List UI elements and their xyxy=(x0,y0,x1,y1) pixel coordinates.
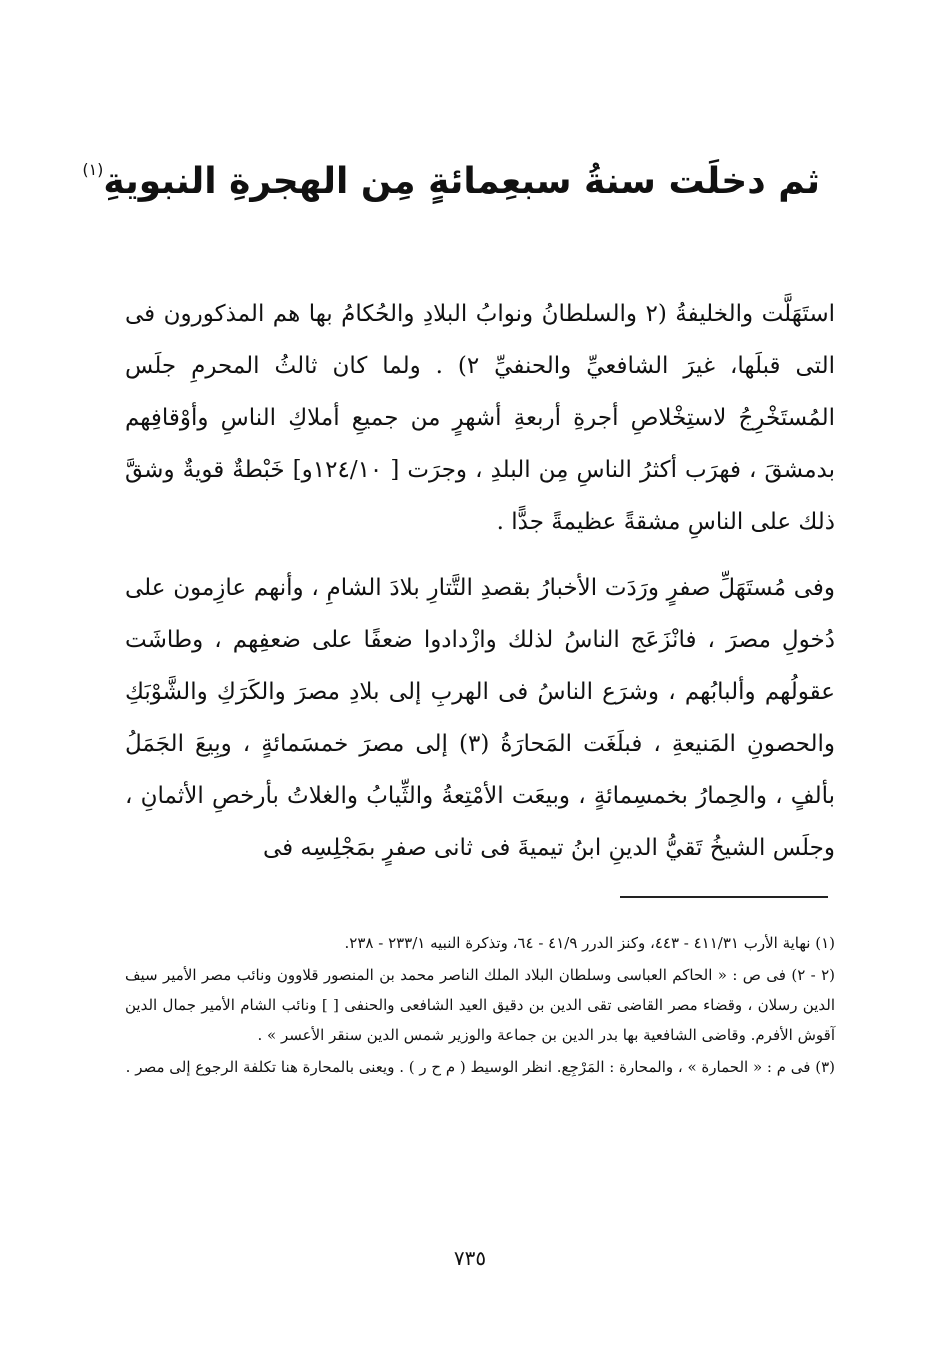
footnote-1: (١) نهاية الأرب ٤١١/٣١ - ٤٤٣، وكنز الدرر ٤١/٩ - ٦٤، وتذكرة النبيه ٢٣٣/١ - ٢٣٨. xyxy=(344,934,835,952)
chapter-heading xyxy=(82,140,820,212)
paragraph-2: وفى مُستَهَلِّ صفرٍ ورَدَت الأخبارُ بقصدِ التَّتارِ بلادَ الشامِ ، وأنهم عازِمون على دُخولِ مصرَ ، فانْزَعَج الناسُ لذلك وازْدادوا ضعفًا على ضعفِهم ، وطاشَت عقولُهم وألبابُهم ، وشرَع الناسُ فى الهربِ إلى بلادِ مصرَ والكَرَكِ والشَّوْبَكِ والحصونِ المَنيعةِ ، فبلَغَت المَحارَةُ (٣) إلى مصرَ خمسَمائةٍ ، وبِيعَ الجَمَلُ بألفٍ ، والحِمارُ بخمسِمائةٍ ، وبيعَت الأمْتِعةُ والثِّيابُ والغلاتُ بأرخصِ الأثمانِ ، وجلَس الشيخُ تَقيُّ الدينِ ابنُ تيميةَ فى ثانى صفرٍ بمَجْلِسِه فى xyxy=(125,575,836,861)
footnote-2: (٢ - ٢) فى ص : « الحاكم العباسى وسلطان البلاد الملك الناصر محمد بن المنصور قلاوون ونائب مصر الأمير سيف الدين رسلان ، وقضاء مصر القاضى تقى الدين بن دقيق العيد الشافعى والحنفى [ ] ونائب الشام الأمير جمال الدين آقوش الأفرم. وقاضى الشافعية بها بدر الدين بن جماعة والوزير شمس الدين سنقر الأعسر » . xyxy=(125,966,835,1044)
heading-footnote-marker: (١) xyxy=(82,160,104,179)
paragraph-1: استَهَلَّت والخليفةُ (٢ والسلطانُ ونوابُ البلادِ والحُكامُ بها هم المذكورون فى التى قبلَها، غيرَ الشافعيِّ والحنفيِّ ٢) . ولما كان ثالثُ المحرمِ جلَس المُستَخْرِجُ لاستِخْلاصِ أجرةِ أربعةِ أشهرٍ من جميعِ أملاكِ الناسِ وأوْقافِهم بدمشقَ ، فهرَب أكثرُ الناسِ مِن البلدِ ، وجرَت [ ١٢٤/١٠و] خَبْطةٌ قويةٌ وشقَّ ذلك على الناسِ مشقةً عظيمةً جدًّا . xyxy=(125,301,836,535)
footnote-3: (٣) فى م : « الحمارة » ، والمحارة : المَرْجِع. انظر الوسيط ( م ح ر ) . ويعنى بالمحارة هنا تكلفة الرجوع إلى مصر . xyxy=(125,1058,835,1076)
page-number: ٧٣٥ xyxy=(453,1246,487,1270)
footnotes xyxy=(125,928,835,1084)
heading-title: ثم دخلَت سنةُ سبعِمائةٍ مِن الهجرةِ النبويةِ xyxy=(103,161,820,202)
footnote-separator xyxy=(620,896,828,898)
